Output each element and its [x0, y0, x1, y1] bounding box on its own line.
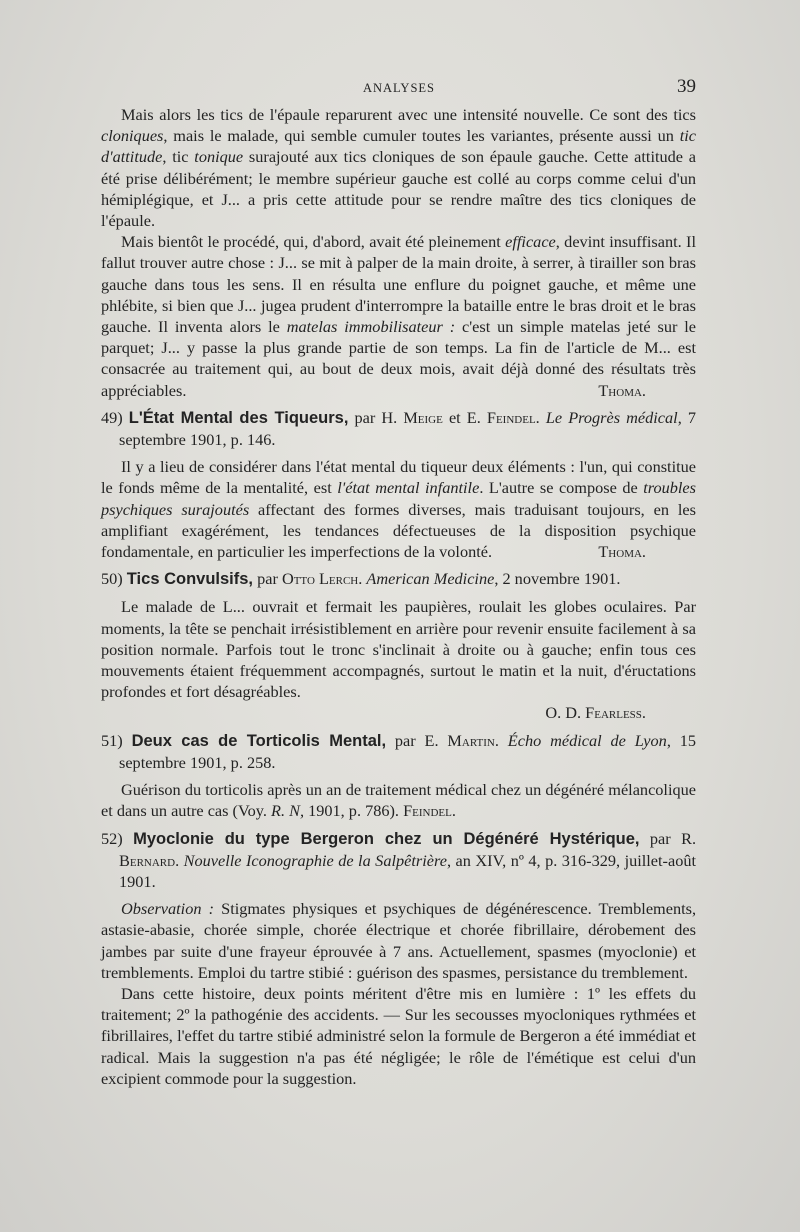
page-number: 39 — [677, 76, 696, 97]
entry-51-title: Deux cas de Torticolis Mental, — [131, 731, 387, 750]
entry-52-title: Myoclonie du type Bergeron chez un Dégénéré Hystérique, — [133, 829, 640, 848]
entry-52: 52) Myoclonie du type Bergeron chez un Dégénéré Hystérique, par R. Bernard. Nouvelle Iconographie de la Salpêtrière, an XIV, nº 4, p. 316-329, juillet-août 1901. — [101, 828, 697, 891]
entry-49: 49) L'État Mental des Tiqueurs, par H. Meige et E. Feindel. Le Progrès médical, 7 septembre 1901, p. 146. — [101, 407, 697, 450]
entry-50: 50) Tics Convulsifs, par Otto Lerch. American Medicine, 2 novembre 1901. — [101, 569, 621, 589]
paragraph-torticolis: Guérison du torticolis après un an de traitement médical chez un dégénéré mélancolique et dans un autre cas (Voy. R. N, 1901, p. 786). Feindel. — [101, 780, 696, 821]
entry-51: 51) Deux cas de Torticolis Mental, par E. Martin. Écho médical de Lyon, 15 septembre 1901, p. 258. — [101, 730, 697, 772]
paragraph-tics-epaule: Mais alors les tics de l'épaule reparurent avec une intensité nouvelle. Ce sont des tics cloniques, mais le malade, qui semble cumuler toutes les variantes, présente aussi un tic d'attitude, tic tonique surajouté aux tics cloniques de son épaule gauche. Cette attitude a été prise délibérément; le membre supérieur gauche est collé au corps comme celui d'un hémiplégique, et J... a pris cette attitude pour se rendre maître des tics cloniques de l'épaule. — [101, 105, 697, 231]
running-head: ANALYSES — [362, 81, 436, 95]
paragraph-tics-convulsifs: Le malade de L... ouvrait et fermait les paupières, roulait les globes oculaires. Par moments, la tête se penchait irrésistiblement en arrière pour revenir ensuite facilement à sa position normale. Parfois tout le tronc s'inclinait à droite ou à gauche; enfin tous ces mouvements étaient fréquemment accompagnés, surtout le matin et la nuit, d'éructations profondes et fort désagréables. — [101, 597, 696, 702]
entry-49-title: L'État Mental des Tiqueurs, — [128, 408, 349, 427]
paragraph-matelas: Mais bientôt le procédé, qui, d'abord, avait été pleinement efficace, devint insuffisant. Il fallut trouver autre chose : J... se mit à palper de la main droite, à serrer, à tirailler son bras gauche dans tous les sens. Il en résulta une enflure du poignet gauche, et même une phlébite, si bien que J... jugea prudent d'interrompre la bataille entre le bras droit et le bras gauche. Il inventa alors le matelas immobilisateur : c'est un simple matelas jeté sur le parquet; J... y passe la plus grande partie de son temps. La fin de l'article de M... est consacrée au traitement qui, au bout de deux mois, avait déjà donné des résultats très appréciables. Thoma. — [101, 232, 696, 400]
signature-thoma-1: Thoma. — [598, 380, 646, 400]
paragraph-etat-mental: Il y a lieu de considérer dans l'état mental du tiqueur deux éléments : l'un, qui constitue le fonds même de la mentalité, est l'état mental infantile. L'autre se compose de troubles psychiques surajoutés affectant des formes diverses, mais traduisant toujours, en les amplifiant exagérément, les tendances défectueuses de la disposition psychique fondamentale, en particulier les imperfections de la volonté. Thoma. — [101, 457, 696, 562]
signature-fearless: O. D. Fearless. — [545, 703, 646, 723]
signature-thoma-2: Thoma. — [598, 542, 646, 562]
page-header — [102, 76, 696, 100]
page-body — [101, 104, 696, 1089]
paragraph-observation: Observation : Stigmates physiques et psychiques de dégénérescence. Tremblements, astasie-abasie, chorée simple, chorée électrique et chorée fibrillaire, dérobement des jambes par suite d'une frayeur éprouvée à 7 ans. Actuellement, spasmes (myoclonie) et tremblements. Emploi du tartre stibié : guérison des spasmes, persistance du tremblement. — [101, 899, 697, 982]
entry-50-title: Tics Convulsifs, — [126, 570, 254, 589]
signature-feindel: Feindel. — [403, 801, 456, 821]
paragraph-conclusion: Dans cette histoire, deux points méritent d'être mis en lumière : 1º les effets du traitement; 2º la pathogénie des accidents. — Sur les secousses myocloniques rythmées et fibrillaires, l'effet du tartre stibié administré selon la formule de Bergeron a été immédiat et radical. Mais la suggestion n'a pas été négligée; le rôle de l'émétique est celui d'un excipient commode pour la suggestion. — [101, 983, 696, 1088]
